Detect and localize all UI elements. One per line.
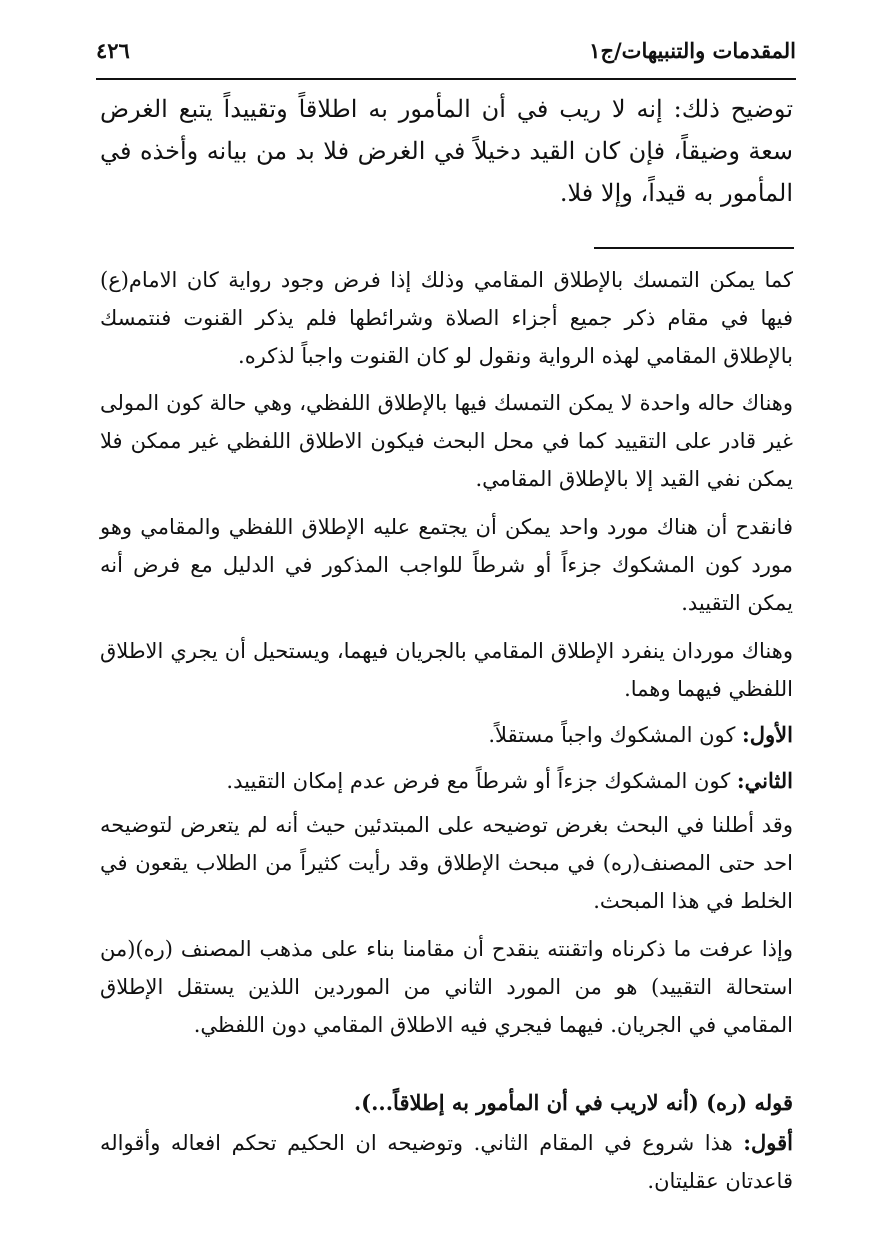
note-text: فانقدح أن هناك مورد واحد يمكن أن يجتمع عليه الإطلاق اللفظي والمقامي وهو مورد كون المشكوك جزءاً أو شرطاً للواجب المذكور في الدليل مع فرض أنه يمكن التقييد. [100, 515, 793, 615]
note-paragraph-4 [100, 632, 793, 708]
second-case [100, 762, 793, 800]
first-case [100, 716, 793, 754]
note-paragraph-3 [100, 508, 793, 622]
second-case-text: كون المشكوك جزءاً أو شرطاً مع فرض عدم إمكان التقييد. [226, 769, 737, 793]
note-text: وهناك حاله واحدة لا يمكن التمسك فيها بالإطلاق اللفظي، وهي حالة كون المولى غير قادر على التقييد كما في محل البحث فيكون الاطلاق اللفظي غير ممكن فلا يمكن نفي القيد إلا بالإطلاق المقامي. [100, 391, 793, 491]
note-paragraph-first-case [100, 716, 793, 754]
header-rule [96, 78, 796, 80]
main-text: توضيح ذلك: إنه لا ريب في أن المأمور به اطلاقاً وتقييداً يتبع الغرض سعة وضيقاً، فإن كان القيد دخيلاً في الغرض فلا بد من بيانه وأخذه في المأمور به قيداً، وإلا فلا. [100, 95, 793, 207]
note-text: وإذا عرفت ما ذكرناه واتقنته ينقدح أن مقامنا بناء على مذهب المصنف (ره)(من استحالة التقييد) هو من المورد الثاني من الموردين اللذين يستقل الإطلاق المقامي في الجريان. فيهما فيجري فيه الاطلاق المقامي دون اللفظي. [100, 937, 793, 1037]
note-paragraph-8 [100, 930, 793, 1044]
note-paragraph-7 [100, 806, 793, 920]
note-paragraph-2 [100, 384, 793, 498]
running-title: المقدمات والتنبيهات/ج١ [589, 37, 796, 63]
note-paragraph-second-case [100, 762, 793, 800]
second-case-label: الثاني: [736, 768, 793, 793]
note-text: وهناك موردان ينفرد الإطلاق المقامي بالجريان فيهما، ويستحيل أن يجري الاطلاق اللفظي فيهما وهما. [100, 639, 793, 701]
quote-heading [100, 1084, 793, 1122]
note-paragraph-1 [100, 261, 793, 375]
footnote-separator [594, 247, 794, 249]
page-number: ٤٢٦ [96, 37, 130, 63]
note-text: وقد أطلنا في البحث بغرض توضيحه على المبتدئين حيث أنه لم يتعرض لتوضيحه احد حتى المصنف(ره) في مبحث الإطلاق وقد رأيت كثيراً من الطلاب يقعون في الخلط في هذا المبحث. [100, 813, 793, 913]
main-paragraph [100, 88, 793, 214]
commentary-text: هذا شروع في المقام الثاني. وتوضيحه ان الحكيم تحكم افعاله وأقواله قاعدتان عقليتان. [100, 1131, 793, 1193]
note-paragraph-10 [100, 1124, 793, 1200]
page-header [96, 30, 796, 70]
commentary [100, 1124, 793, 1200]
quote-text: قوله (ره) (أنه لاريب في أن المأمور به إطلاقاً...). [353, 1090, 793, 1115]
first-case-text: كون المشكوك واجباً مستقلاً. [488, 723, 743, 747]
commentary-label: أقول: [743, 1130, 793, 1155]
note-text: كما يمكن التمسك بالإطلاق المقامي وذلك إذا فرض وجود رواية كان الامام(ع) فيها في مقام ذكر جميع أجزاء الصلاة وشرائطها فلم يذكر القنوت فنتمسك بالإطلاق المقامي لهذه الرواية ونقول لو كان القنوت واجباً لذكره. [100, 268, 793, 368]
first-case-label: الأول: [742, 722, 793, 747]
